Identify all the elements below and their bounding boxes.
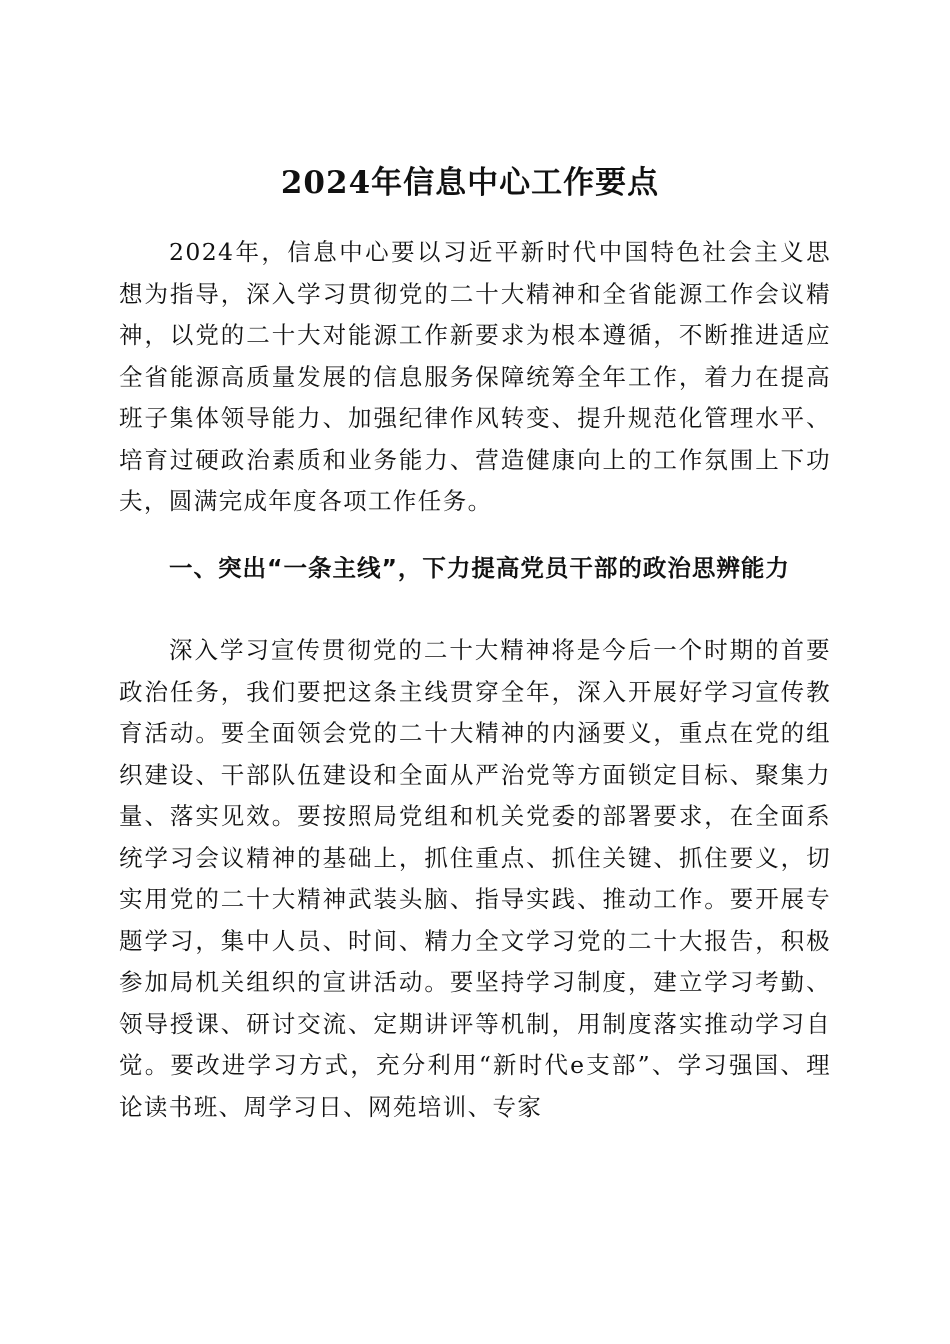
- intro-paragraph: 2024年，信息中心要以习近平新时代中国特色社会主义思想为指导，深入学习贯彻党的二十大精神和全省能源工作会议精神，以党的二十大对能源工作新要求为根本遵循，不断推进适应全省能源高质量发展的信息服务保障统筹全年工作，着力在提高班子集体领导能力、加强纪律作风转变、提升规范化管理水平、培育过硬政治素质和业务能力、营造健康向上的工作氛围上下功夫，圆满完成年度各项工作任务。: [119, 238, 831, 515]
- section-heading-1: 一、突出“一条主线”，下力提高党员干部的政治思辨能力: [169, 554, 790, 582]
- document-title: 2024年信息中心工作要点: [280, 164, 660, 201]
- section-body-1: 深入学习宣传贯彻党的二十大精神将是今后一个时期的首要政治任务，我们要把这条主线贯穿全年，深入开展好学习宣传教育活动。要全面领会党的二十大精神的内涵要义，重点在党的组织建设、干部队伍建设和全面从严治党等方面锁定目标、聚集力量、落实见效。要按照局党组和机关党委的部署要求，在全面系统学习会议精神的基础上，抓住重点、抓住关键、抓住要义，切实用党的二十大精神武装头脑、指导实践、推动工作。要开展专题学习，集中人员、时间、精力全文学习党的二十大报告，积极参加局机关组织的宣讲活动。要坚持学习制度，建立学习考勤、领导授课、研讨交流、定期讲评等机制，用制度落实推动学习自觉。要改进学习方式，充分利用“新时代e支部”、学习强国、理论读书班、周学习日、网苑培训、专家: [119, 636, 831, 1121]
